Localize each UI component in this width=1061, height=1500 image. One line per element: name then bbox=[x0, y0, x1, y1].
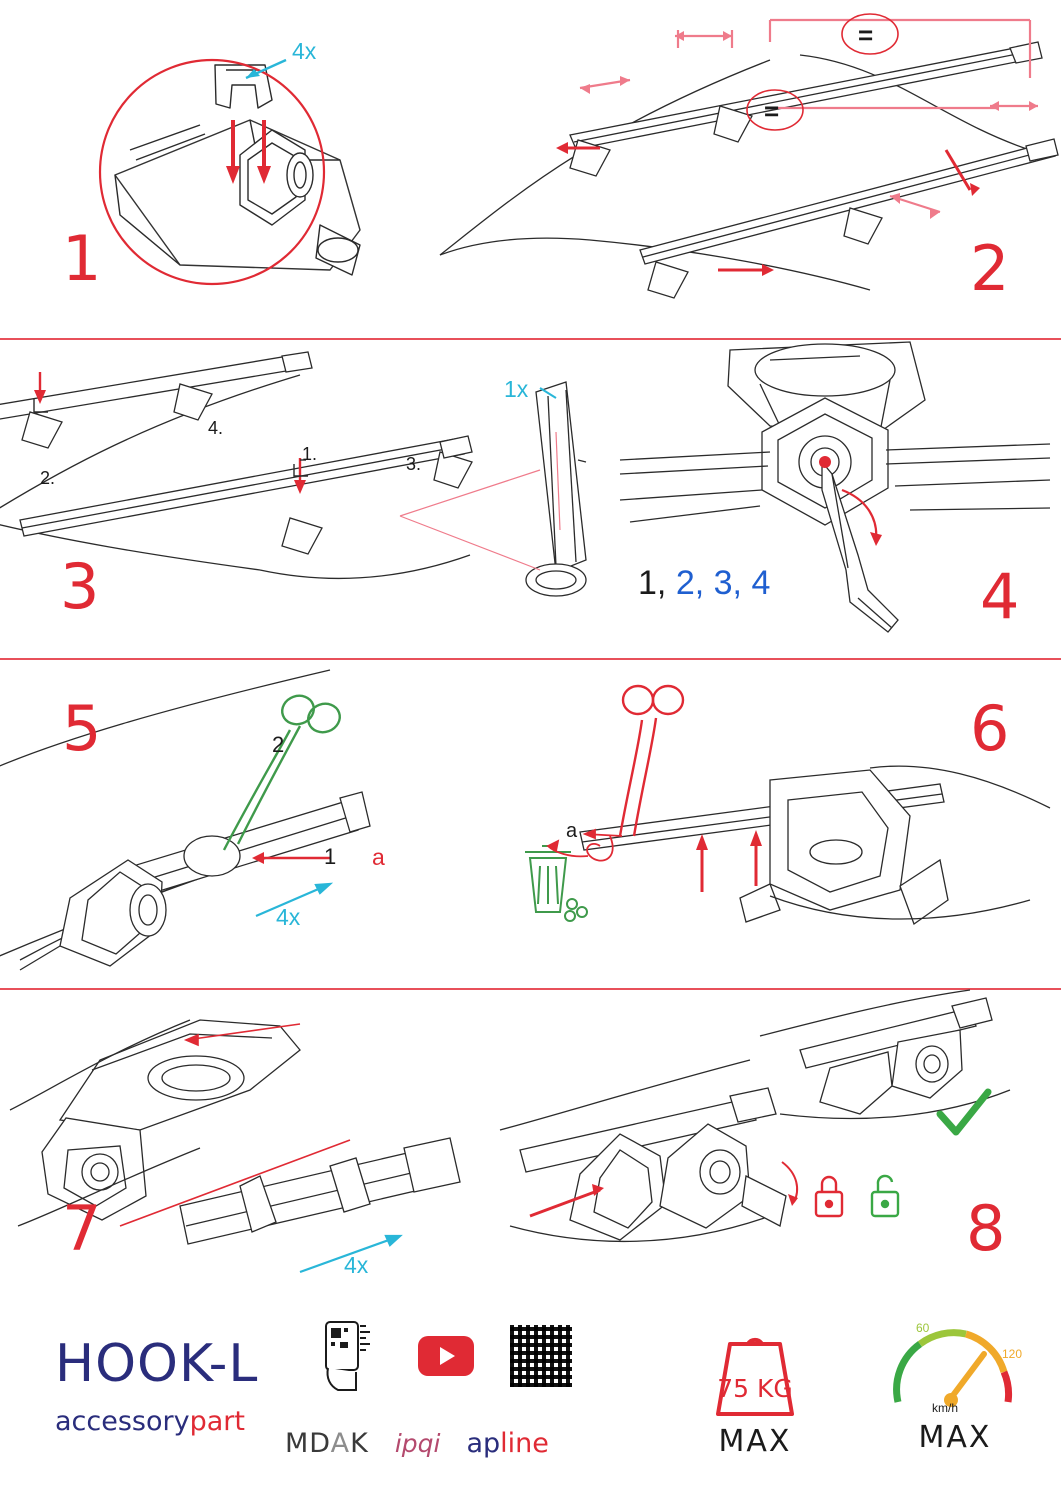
callout-4x-step7: 4x bbox=[344, 1252, 369, 1278]
step-number-1: 1 bbox=[62, 222, 103, 295]
callout-num-2-step5: 2 bbox=[272, 732, 285, 757]
max-speed-label: MAX bbox=[918, 1420, 992, 1455]
brand-block bbox=[55, 1334, 259, 1437]
mdak-a: MD bbox=[285, 1428, 331, 1459]
max-weight-label: MAX bbox=[718, 1424, 792, 1459]
callout-a-step6: a bbox=[566, 820, 578, 842]
mdak-b: A bbox=[330, 1428, 351, 1459]
step-number-7: 7 bbox=[62, 1192, 103, 1265]
footer-icons bbox=[320, 1320, 572, 1392]
weight-icon bbox=[690, 1318, 820, 1418]
partner-apline bbox=[466, 1428, 548, 1459]
brand-name bbox=[55, 1408, 258, 1435]
callout-order-4: 4. bbox=[208, 418, 224, 438]
callout-order-2: 2. bbox=[40, 468, 56, 488]
step-number-8: 8 bbox=[966, 1192, 1007, 1265]
footer bbox=[0, 1300, 1061, 1500]
step-2-panel bbox=[470, 0, 1061, 338]
step-3-panel bbox=[0, 340, 610, 658]
max-speed-block bbox=[880, 1314, 1030, 1455]
max-weight-block bbox=[690, 1318, 820, 1459]
step-4-sequence bbox=[638, 564, 770, 603]
speedometer-icon bbox=[880, 1314, 1030, 1414]
step-6-panel bbox=[470, 660, 1061, 988]
step-number-3: 3 bbox=[60, 550, 101, 623]
callout-4x-step1: 4x bbox=[292, 38, 317, 64]
step-number-5: 5 bbox=[62, 692, 103, 765]
step-number-4: 4 bbox=[980, 560, 1021, 633]
apline-b: line bbox=[500, 1428, 549, 1459]
qr-code-icon[interactable] bbox=[510, 1325, 572, 1387]
youtube-icon[interactable] bbox=[418, 1336, 474, 1376]
partner-ipqi: ipqi bbox=[394, 1429, 441, 1458]
partner-mdak bbox=[285, 1428, 369, 1459]
step-5-panel bbox=[0, 660, 470, 988]
step-number-2: 2 bbox=[970, 232, 1011, 305]
callout-num-1-step5: 1 bbox=[324, 844, 337, 869]
svg-text:60: 60 bbox=[916, 1321, 930, 1335]
step-number-6: 6 bbox=[970, 692, 1011, 765]
svg-text:km/h: km/h bbox=[932, 1401, 959, 1415]
brand-part-1: accessory bbox=[55, 1406, 190, 1437]
partner-logos bbox=[285, 1428, 549, 1459]
callout-order-3: 3. bbox=[406, 454, 422, 474]
phone-scan-icon[interactable] bbox=[320, 1320, 382, 1392]
equals-sign-mid: = bbox=[764, 96, 780, 126]
step-1-panel bbox=[0, 0, 470, 338]
max-weight-value: 75 KG bbox=[717, 1374, 793, 1403]
mdak-c: K bbox=[350, 1428, 369, 1459]
callout-4x-step5: 4x bbox=[276, 904, 301, 930]
callout-a-step5: a bbox=[372, 844, 385, 870]
seq-item-2: 2, bbox=[675, 564, 705, 602]
apline-a: ap bbox=[466, 1428, 501, 1459]
equals-sign-top: = bbox=[858, 20, 874, 50]
step-7-panel bbox=[0, 990, 500, 1300]
checkmark-icon bbox=[940, 1092, 988, 1132]
brand-part-2: part bbox=[189, 1406, 245, 1437]
callout-1x-step3: 1x bbox=[504, 376, 529, 402]
product-name: HOOK-L bbox=[55, 1334, 259, 1394]
seq-item-4: 4 bbox=[751, 564, 771, 602]
seq-item-3: 3, bbox=[713, 564, 742, 602]
svg-text:120: 120 bbox=[1002, 1347, 1023, 1361]
callout-order-1: 1. bbox=[302, 444, 318, 464]
step-4-panel bbox=[610, 340, 1061, 658]
seq-item-1: 1, bbox=[638, 564, 667, 602]
step-8-panel bbox=[500, 990, 1061, 1300]
